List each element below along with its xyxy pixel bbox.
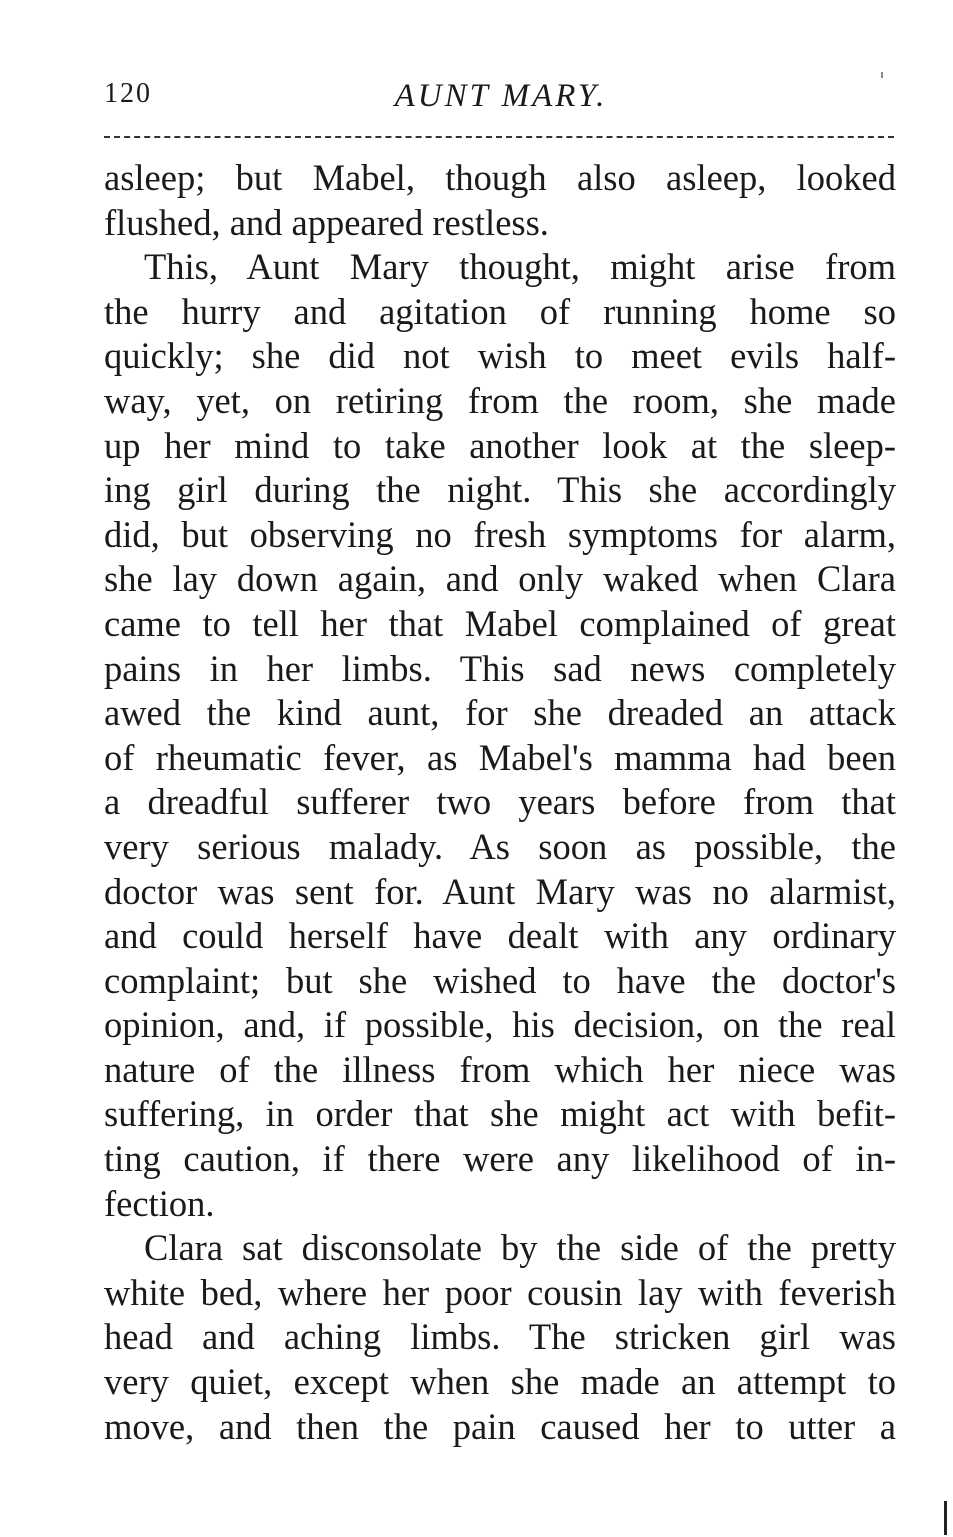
text-line: she lay down again, and only waked when Clara	[104, 558, 896, 600]
text-line: awed the kind aunt, for she dreaded an attack	[104, 692, 896, 734]
page-number: 120	[104, 78, 152, 109]
text-line: and could herself have dealt with any ordinary	[104, 915, 896, 957]
text-line: suffering, in order that she might act with befit-	[104, 1093, 896, 1135]
text-line: doctor was sent for. Aunt Mary was no alarmist,	[104, 870, 896, 912]
text-line: complaint; but she wished to have the doctor's	[104, 959, 896, 1001]
text-line: way, yet, on retiring from the room, she made	[104, 379, 896, 421]
text-line: quickly; she did not wish to meet evils half-	[104, 335, 896, 377]
scan-edge-mark	[944, 1501, 947, 1535]
text-line: ting caution, if there were any likelihood of in-	[104, 1138, 896, 1180]
paragraph	[104, 1226, 896, 1449]
text-line: the hurry and agitation of running home so	[104, 290, 896, 332]
paragraph	[104, 245, 896, 1226]
text-line: very serious malady. As soon as possible, the	[104, 825, 896, 867]
text-line: This, Aunt Mary thought, might arise from	[144, 246, 896, 288]
text-line: head and aching limbs. The stricken girl was	[104, 1316, 896, 1358]
text-line: pains in her limbs. This sad news completely	[104, 647, 896, 689]
paragraph-continued	[104, 156, 896, 245]
running-title: AUNT MARY.	[394, 78, 608, 114]
text-line: up her mind to take another look at the sleep-	[104, 424, 896, 466]
text-line: white bed, where her poor cousin lay with feverish	[104, 1271, 896, 1313]
text-line: move, and then the pain caused her to utter a	[104, 1405, 896, 1447]
header-rule	[104, 136, 894, 138]
text-line: did, but observing no fresh symptoms for alarm,	[104, 513, 896, 555]
text-line: ing girl during the night. This she accordingly	[104, 469, 896, 511]
text-line: opinion, and, if possible, his decision, on the real	[104, 1004, 896, 1046]
text-line: Clara sat disconsolate by the side of the pretty	[144, 1227, 896, 1269]
text-line: very quiet, except when she made an attempt to	[104, 1361, 896, 1403]
text-line: came to tell her that Mabel complained of great	[104, 602, 896, 644]
text-line: flushed, and appeared restless.	[104, 201, 549, 243]
page-header	[104, 78, 898, 122]
text-line: a dreadful sufferer two years before from that	[104, 781, 896, 823]
text-line: nature of the illness from which her niece was	[104, 1048, 896, 1090]
text-line: fection.	[104, 1182, 215, 1224]
text-line: of rheumatic fever, as Mabel's mamma had been	[104, 736, 896, 778]
text-line: asleep; but Mabel, though also asleep, looked	[104, 157, 896, 198]
body-text	[104, 156, 896, 1449]
